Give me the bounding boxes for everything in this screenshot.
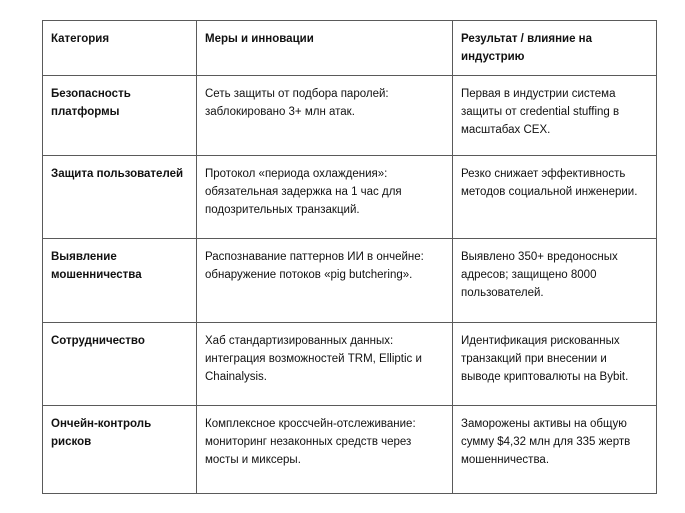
cell-result: Идентификация рискованных транзакций при внесении и выводе криптовалюты на Bybit. <box>453 323 657 406</box>
table-header-row <box>43 21 657 76</box>
cell-result: Заморожены активы на общую сумму $4,32 млн для 335 жертв мошенничества. <box>453 406 657 494</box>
table-row <box>43 76 657 156</box>
cell-result: Первая в индустрии система защиты от credential stuffing в масштабах CEX. <box>453 76 657 156</box>
header-result: Результат / влияние на индустрию <box>453 21 657 76</box>
header-category: Категория <box>43 21 197 76</box>
cell-category: Безопасность платформы <box>43 76 197 156</box>
cell-result: Выявлено 350+ вредоносных адресов; защищено 8000 пользователей. <box>453 239 657 323</box>
cell-measure: Распознавание паттернов ИИ в ончейне: обнаружение потоков «pig butchering». <box>197 239 453 323</box>
cell-measure: Протокол «периода охлаждения»: обязательная задержка на 1 час для подозрительных транзакций. <box>197 156 453 239</box>
table-row <box>43 323 657 406</box>
cell-category: Защита пользователей <box>43 156 197 239</box>
table-row <box>43 156 657 239</box>
cell-measure: Сеть защиты от подбора паролей: заблокировано 3+ млн атак. <box>197 76 453 156</box>
header-measures: Меры и инновации <box>197 21 453 76</box>
table-row <box>43 406 657 494</box>
table-row <box>43 239 657 323</box>
cell-category: Сотрудничество <box>43 323 197 406</box>
cell-category: Выявление мошенничества <box>43 239 197 323</box>
cell-result: Резко снижает эффективность методов социальной инженерии. <box>453 156 657 239</box>
security-measures-table <box>42 20 657 494</box>
cell-category: Ончейн-контроль рисков <box>43 406 197 494</box>
cell-measure: Хаб стандартизированных данных: интеграция возможностей TRM, Elliptic и Chainalysis. <box>197 323 453 406</box>
cell-measure: Комплексное кроссчейн-отслеживание: мониторинг незаконных средств через мосты и миксеры. <box>197 406 453 494</box>
